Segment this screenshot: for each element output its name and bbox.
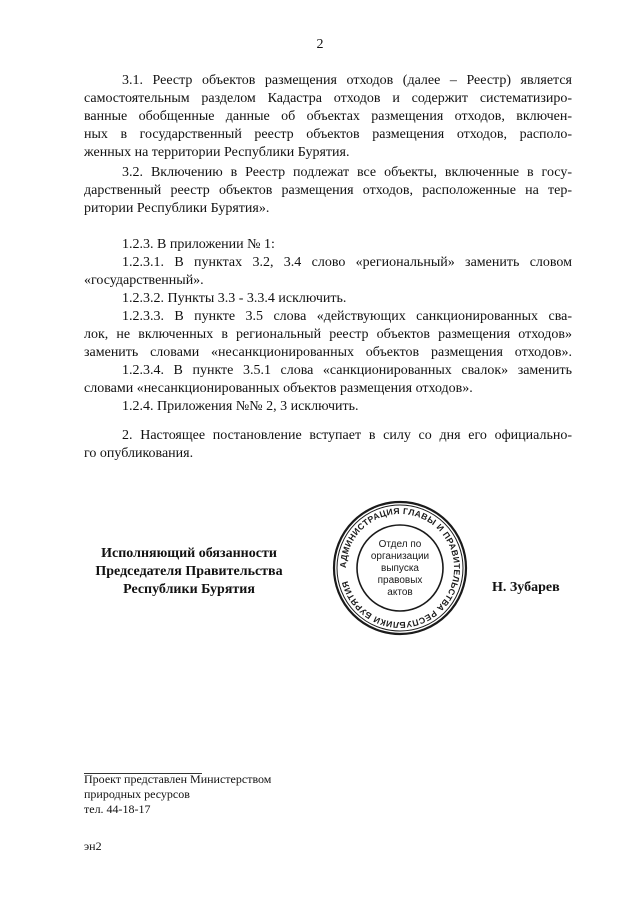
text-line: заменить словами «несанкционированных объектов размещения отходов». bbox=[84, 345, 572, 360]
text-line: 1.2.3.3. В пункте 3.5 слова «действующих санкционированных сва- bbox=[122, 309, 572, 324]
footer-line: природных ресурсов bbox=[84, 787, 190, 801]
signatory-title-line: Республики Бурятия bbox=[123, 582, 255, 597]
signatory-title bbox=[84, 545, 294, 599]
stamp-inner-text: организации bbox=[370, 551, 430, 562]
text-line: самостоятельным разделом Кадастра отходов и содержит систематизиро- bbox=[84, 91, 572, 106]
text-line: словами «несанкционированных объектов размещения отходов». bbox=[84, 381, 473, 396]
text-line: женных на территории Республики Бурятия. bbox=[84, 145, 350, 160]
text-line: 1.2.4. Приложения №№ 2, 3 исключить. bbox=[122, 399, 359, 414]
paragraph-3-1 bbox=[84, 72, 572, 162]
footer-note bbox=[84, 772, 271, 817]
page-number: 2 bbox=[316, 37, 324, 52]
signatory-title-line: Председателя Правительства bbox=[95, 564, 283, 579]
stamp-inner-text: Отдел по bbox=[378, 539, 422, 550]
text-line: «государственный». bbox=[84, 273, 204, 288]
stamp-inner-text: актов bbox=[387, 587, 413, 598]
text-line: 3.1. Реестр объектов размещения отходов (далее – Реестр) является bbox=[122, 73, 572, 88]
text-line: 3.2. Включению в Реестр подлежат все объекты, включенные в госу- bbox=[122, 165, 572, 180]
text-line: дарственный реестр объектов размещения отходов, расположенные на тер- bbox=[84, 183, 572, 198]
paragraph-2 bbox=[84, 427, 572, 463]
signatory-title-line: Исполняющий обязанности bbox=[101, 546, 277, 561]
text-line: лок, не включенных в региональный реестр объектов размещения отходов» bbox=[84, 327, 572, 342]
text-line: 1.2.3.4. В пункте 3.5.1 слова «санкционированных свалок» заменить bbox=[122, 363, 572, 378]
text-line: 2. Настоящее постановление вступает в силу со дня его официально- bbox=[122, 428, 572, 443]
amendments-list bbox=[84, 236, 572, 416]
official-stamp bbox=[330, 498, 470, 638]
text-line: 1.2.3.1. В пунктах 3.2, 3.4 слово «региональный» заменить словом bbox=[122, 255, 572, 270]
text-line: го опубликования. bbox=[84, 446, 194, 461]
document-code: эн2 bbox=[84, 839, 102, 853]
footer-line: Проект представлен Министерством bbox=[84, 772, 272, 786]
text-line: 1.2.3. В приложении № 1: bbox=[122, 237, 275, 252]
footer-line: тел. 44-18-17 bbox=[84, 802, 151, 816]
stamp-inner-text: правовых bbox=[377, 575, 423, 586]
text-line: ных в государственный реестр объектов размещения отходов, располо- bbox=[84, 127, 572, 142]
signatory-name: Н. Зубарев bbox=[492, 580, 560, 595]
text-line: ванные обобщенные данные об объектах размещения отходов, включен- bbox=[84, 109, 572, 124]
paragraph-3-2 bbox=[84, 164, 572, 218]
text-line: ритории Республики Бурятия». bbox=[84, 201, 270, 216]
text-line: 1.2.3.2. Пункты 3.3 - 3.3.4 исключить. bbox=[122, 291, 347, 306]
stamp-inner-text: выпуска bbox=[381, 563, 419, 574]
stamp-ring-text: АДМИНИСТРАЦИЯ ГЛАВЫ И ПРАВИТЕЛЬСТВА РЕСПУБЛИКИ БУРЯТИЯ bbox=[337, 505, 463, 631]
